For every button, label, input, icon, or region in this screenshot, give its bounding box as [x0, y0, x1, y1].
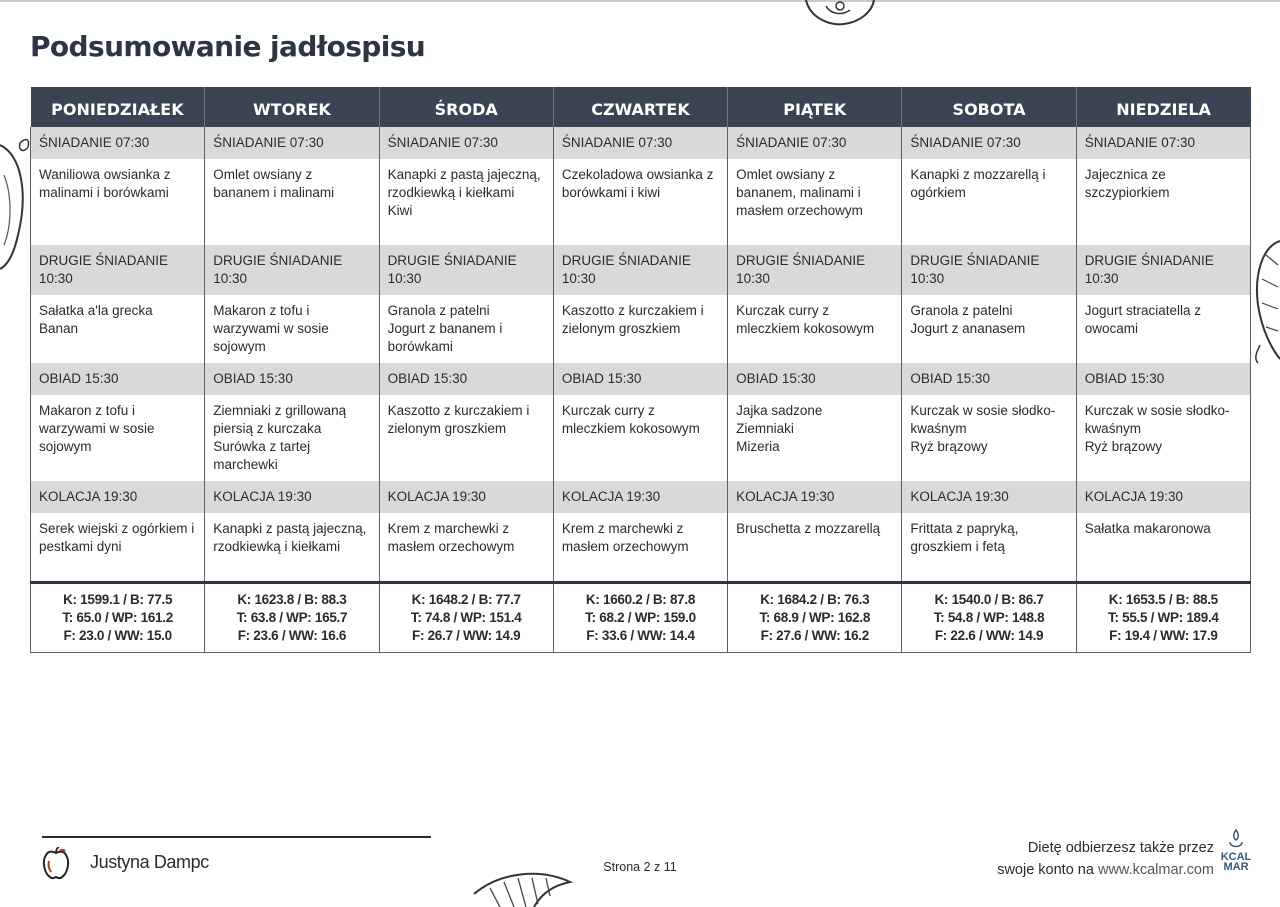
promo-line: Dietę odbierzesz także przez — [1027, 840, 1214, 856]
meal-cell — [1076, 395, 1250, 481]
meal-cell — [728, 513, 902, 583]
meal-cell — [205, 513, 379, 583]
meal-cell — [379, 513, 553, 583]
meal-cell — [553, 513, 727, 583]
nutrition-line: T: 55.5 / WP: 189.4 — [1108, 610, 1219, 625]
meal-label: OBIAD 15:30 — [902, 363, 1076, 395]
meal-label-row-dinner — [31, 481, 1251, 513]
meal-label: DRUGIE ŚNIADANIE 10:30 — [728, 245, 902, 295]
meal-label: DRUGIE ŚNIADANIE 10:30 — [553, 245, 727, 295]
nutrition-line: F: 23.0 / WW: 15.0 — [63, 628, 172, 643]
meal-label: KOLACJA 19:30 — [902, 481, 1076, 513]
meal-label: DRUGIE ŚNIADANIE 10:30 — [31, 245, 205, 295]
day-header: SOBOTA — [902, 87, 1076, 127]
meal-label: KOLACJA 19:30 — [553, 481, 727, 513]
nutrition-cell — [205, 583, 379, 653]
promo-prefix: swoje konto na — [997, 862, 1098, 878]
meal-cell — [31, 395, 205, 481]
meal-cell — [31, 513, 205, 583]
nutrition-line: T: 68.2 / WP: 159.0 — [585, 610, 696, 625]
meal-cell — [553, 159, 727, 245]
meal-label: KOLACJA 19:30 — [728, 481, 902, 513]
meal-label: OBIAD 15:30 — [553, 363, 727, 395]
meal-cell — [31, 295, 205, 363]
nutrition-summary-row — [31, 583, 1251, 653]
meal-cell — [902, 395, 1076, 481]
meal-label: DRUGIE ŚNIADANIE 10:30 — [379, 245, 553, 295]
nutrition-line: F: 27.6 / WW: 16.2 — [760, 628, 869, 643]
meal-text: Omlet owsiany z bananem, malinami i masłem orzechowym — [736, 167, 863, 218]
nutrition-cell — [379, 583, 553, 653]
meal-cell — [1076, 513, 1250, 583]
nutrition-line: T: 65.0 / WP: 161.2 — [62, 610, 173, 625]
meal-cell — [902, 295, 1076, 363]
meal-text: Bruschetta z mozzarellą — [736, 521, 881, 536]
nutrition-line: K: 1623.8 / B: 88.3 — [237, 592, 347, 607]
meal-label: KOLACJA 19:30 — [205, 481, 379, 513]
meal-text: Kurczak w sosie słodko-kwaśnym Ryż brązowy — [1084, 403, 1230, 454]
top-border — [0, 0, 1280, 2]
meal-label: KOLACJA 19:30 — [379, 481, 553, 513]
meal-text: Makaron z tofu i warzywami w sosie sojowym — [213, 303, 329, 354]
meal-label: OBIAD 15:30 — [728, 363, 902, 395]
nutrition-line: T: 63.8 / WP: 165.7 — [236, 610, 348, 625]
meal-label: DRUGIE ŚNIADANIE 10:30 — [902, 245, 1076, 295]
meal-label: ŚNIADANIE 07:30 — [31, 127, 205, 159]
meal-label-row-breakfast — [31, 127, 1251, 159]
meal-label: ŚNIADANIE 07:30 — [902, 127, 1076, 159]
meal-text: Kurczak curry z mleczkiem kokosowym — [736, 303, 875, 336]
meal-cell — [379, 295, 553, 363]
meal-label: ŚNIADANIE 07:30 — [553, 127, 727, 159]
meal-label: KOLACJA 19:30 — [1076, 481, 1250, 513]
page-title: Podsumowanie jadłospisu — [30, 30, 426, 63]
meal-text: Serek wiejski z ogórkiem i pestkami dyni — [39, 521, 195, 554]
meal-text: Kurczak curry z mleczkiem kokosowym — [561, 403, 700, 436]
footer-divider — [42, 836, 431, 838]
meal-text: Jajka sadzone Ziemniaki Mizeria — [736, 403, 823, 454]
author-name: Justyna Dampc — [90, 852, 209, 872]
meal-cell — [728, 159, 902, 245]
kcalmar-link[interactable]: www.kcalmar.com — [1097, 862, 1214, 878]
meal-cell — [553, 395, 727, 481]
nutrition-line: K: 1540.0 / B: 86.7 — [934, 592, 1044, 607]
nutrition-line: K: 1648.2 / B: 77.7 — [411, 592, 521, 607]
meal-label-row-second-breakfast — [31, 245, 1251, 295]
nutrition-line: K: 1684.2 / B: 76.3 — [760, 592, 870, 607]
meal-label: ŚNIADANIE 07:30 — [379, 127, 553, 159]
meal-cell — [379, 395, 553, 481]
page-number: Strona 2 z 11 — [603, 860, 677, 874]
meal-label: OBIAD 15:30 — [205, 363, 379, 395]
meal-text: Kaszotto z kurczakiem i zielonym groszkiem — [561, 303, 704, 336]
meal-text: Jogurt straciatella z owocami — [1084, 303, 1201, 336]
meal-text: Kanapki z mozzarellą i ogórkiem — [910, 167, 1046, 200]
meal-text: Czekoladowa owsianka z borówkami i kiwi — [561, 167, 714, 200]
nutrition-line: T: 68.9 / WP: 162.8 — [759, 610, 871, 625]
meal-text: Kurczak w sosie słodko-kwaśnym Ryż brązowy — [910, 403, 1056, 454]
nutrition-line: T: 54.8 / WP: 148.8 — [933, 610, 1045, 625]
meal-text: Sałatka a'la grecka Banan — [39, 303, 153, 336]
meal-text: Omlet owsiany z bananem i malinami — [213, 167, 335, 200]
day-header: CZWARTEK — [553, 87, 727, 127]
promo-text — [997, 837, 1214, 881]
meal-text: Krem z marchewki z masłem orzechowym — [387, 521, 515, 554]
meal-cell — [1076, 159, 1250, 245]
nutrition-cell — [31, 583, 205, 653]
meal-label-row-lunch — [31, 363, 1251, 395]
meal-cell — [379, 159, 553, 245]
day-header: PIĄTEK — [728, 87, 902, 127]
nutrition-line: K: 1653.5 / B: 88.5 — [1108, 592, 1218, 607]
meal-text: Kanapki z pastą jajeczną, rzodkiewką i kiełkami Kiwi — [387, 167, 541, 218]
nutrition-line: K: 1599.1 / B: 77.5 — [63, 592, 173, 607]
nutrition-line: F: 23.6 / WW: 16.6 — [237, 628, 347, 643]
meal-row-second-breakfast — [31, 295, 1251, 363]
meal-cell — [1076, 295, 1250, 363]
nutrition-line: F: 19.4 / WW: 17.9 — [1109, 628, 1218, 643]
nutrition-line: F: 26.7 / WW: 14.9 — [412, 628, 521, 643]
meal-cell — [31, 159, 205, 245]
meal-label: ŚNIADANIE 07:30 — [1076, 127, 1250, 159]
meal-text: Ziemniaki z grillowaną piersią z kurczaka Surówka z tartej marchewki — [213, 403, 347, 472]
meal-cell — [553, 295, 727, 363]
meal-label: DRUGIE ŚNIADANIE 10:30 — [1076, 245, 1250, 295]
weekly-menu-table — [30, 87, 1251, 653]
meal-text: Jajecznica ze szczypiorkiem — [1084, 167, 1170, 200]
meal-label: OBIAD 15:30 — [379, 363, 553, 395]
meal-text: Waniliowa owsianka z malinami i borówkami — [39, 167, 171, 200]
promo-line — [997, 859, 1214, 881]
meal-row-lunch — [31, 395, 1251, 481]
day-header-row — [31, 87, 1251, 127]
meal-label: OBIAD 15:30 — [31, 363, 205, 395]
meal-cell — [728, 395, 902, 481]
meal-label: DRUGIE ŚNIADANIE 10:30 — [205, 245, 379, 295]
nutrition-cell — [1076, 583, 1250, 653]
nutrition-cell — [902, 583, 1076, 653]
decorative-leaf-right-illustration — [1248, 235, 1280, 365]
day-header: PONIEDZIAŁEK — [31, 87, 205, 127]
decorative-leaf-bottom-illustration — [470, 866, 580, 907]
meal-row-dinner — [31, 513, 1251, 583]
brand-name: KCAL MAR — [1220, 851, 1252, 873]
meal-row-breakfast — [31, 159, 1251, 245]
meal-label: ŚNIADANIE 07:30 — [205, 127, 379, 159]
meal-text: Granola z patelni Jogurt z ananasem — [910, 303, 1026, 336]
meal-text: Krem z marchewki z masłem orzechowym — [561, 521, 689, 554]
meal-text: Frittata z papryką, groszkiem i fetą — [910, 521, 1019, 554]
meal-text: Makaron z tofu i warzywami w sosie sojowym — [39, 403, 155, 454]
meal-label: OBIAD 15:30 — [1076, 363, 1250, 395]
meal-cell — [902, 513, 1076, 583]
nutrition-line: K: 1660.2 / B: 87.8 — [585, 592, 696, 607]
meal-text: Kaszotto z kurczakiem i zielonym groszkiem — [387, 403, 530, 436]
day-header: ŚRODA — [379, 87, 553, 127]
decorative-plate-illustration — [800, 0, 880, 28]
day-header: NIEDZIELA — [1076, 87, 1250, 127]
meal-text: Granola z patelni Jogurt z bananem i borówkami — [387, 303, 503, 354]
meal-text: Sałatka makaronowa — [1084, 521, 1211, 536]
nutrition-line: F: 33.6 / WW: 14.4 — [586, 628, 695, 643]
meal-cell — [205, 295, 379, 363]
meal-label: ŚNIADANIE 07:30 — [728, 127, 902, 159]
meal-label: KOLACJA 19:30 — [31, 481, 205, 513]
meal-cell — [205, 159, 379, 245]
apple-logo-icon — [40, 847, 72, 881]
nutrition-cell — [728, 583, 902, 653]
meal-text: Kanapki z pastą jajeczną, rzodkiewką i kiełkami — [213, 521, 367, 554]
nutrition-line: F: 22.6 / WW: 14.9 — [934, 628, 1044, 643]
nutrition-line: T: 74.8 / WP: 151.4 — [410, 610, 522, 625]
decorative-leaf-left-illustration — [0, 135, 32, 275]
meal-cell — [728, 295, 902, 363]
day-header: WTOREK — [205, 87, 379, 127]
nutrition-cell — [553, 583, 727, 653]
meal-cell — [205, 395, 379, 481]
meal-cell — [902, 159, 1076, 245]
